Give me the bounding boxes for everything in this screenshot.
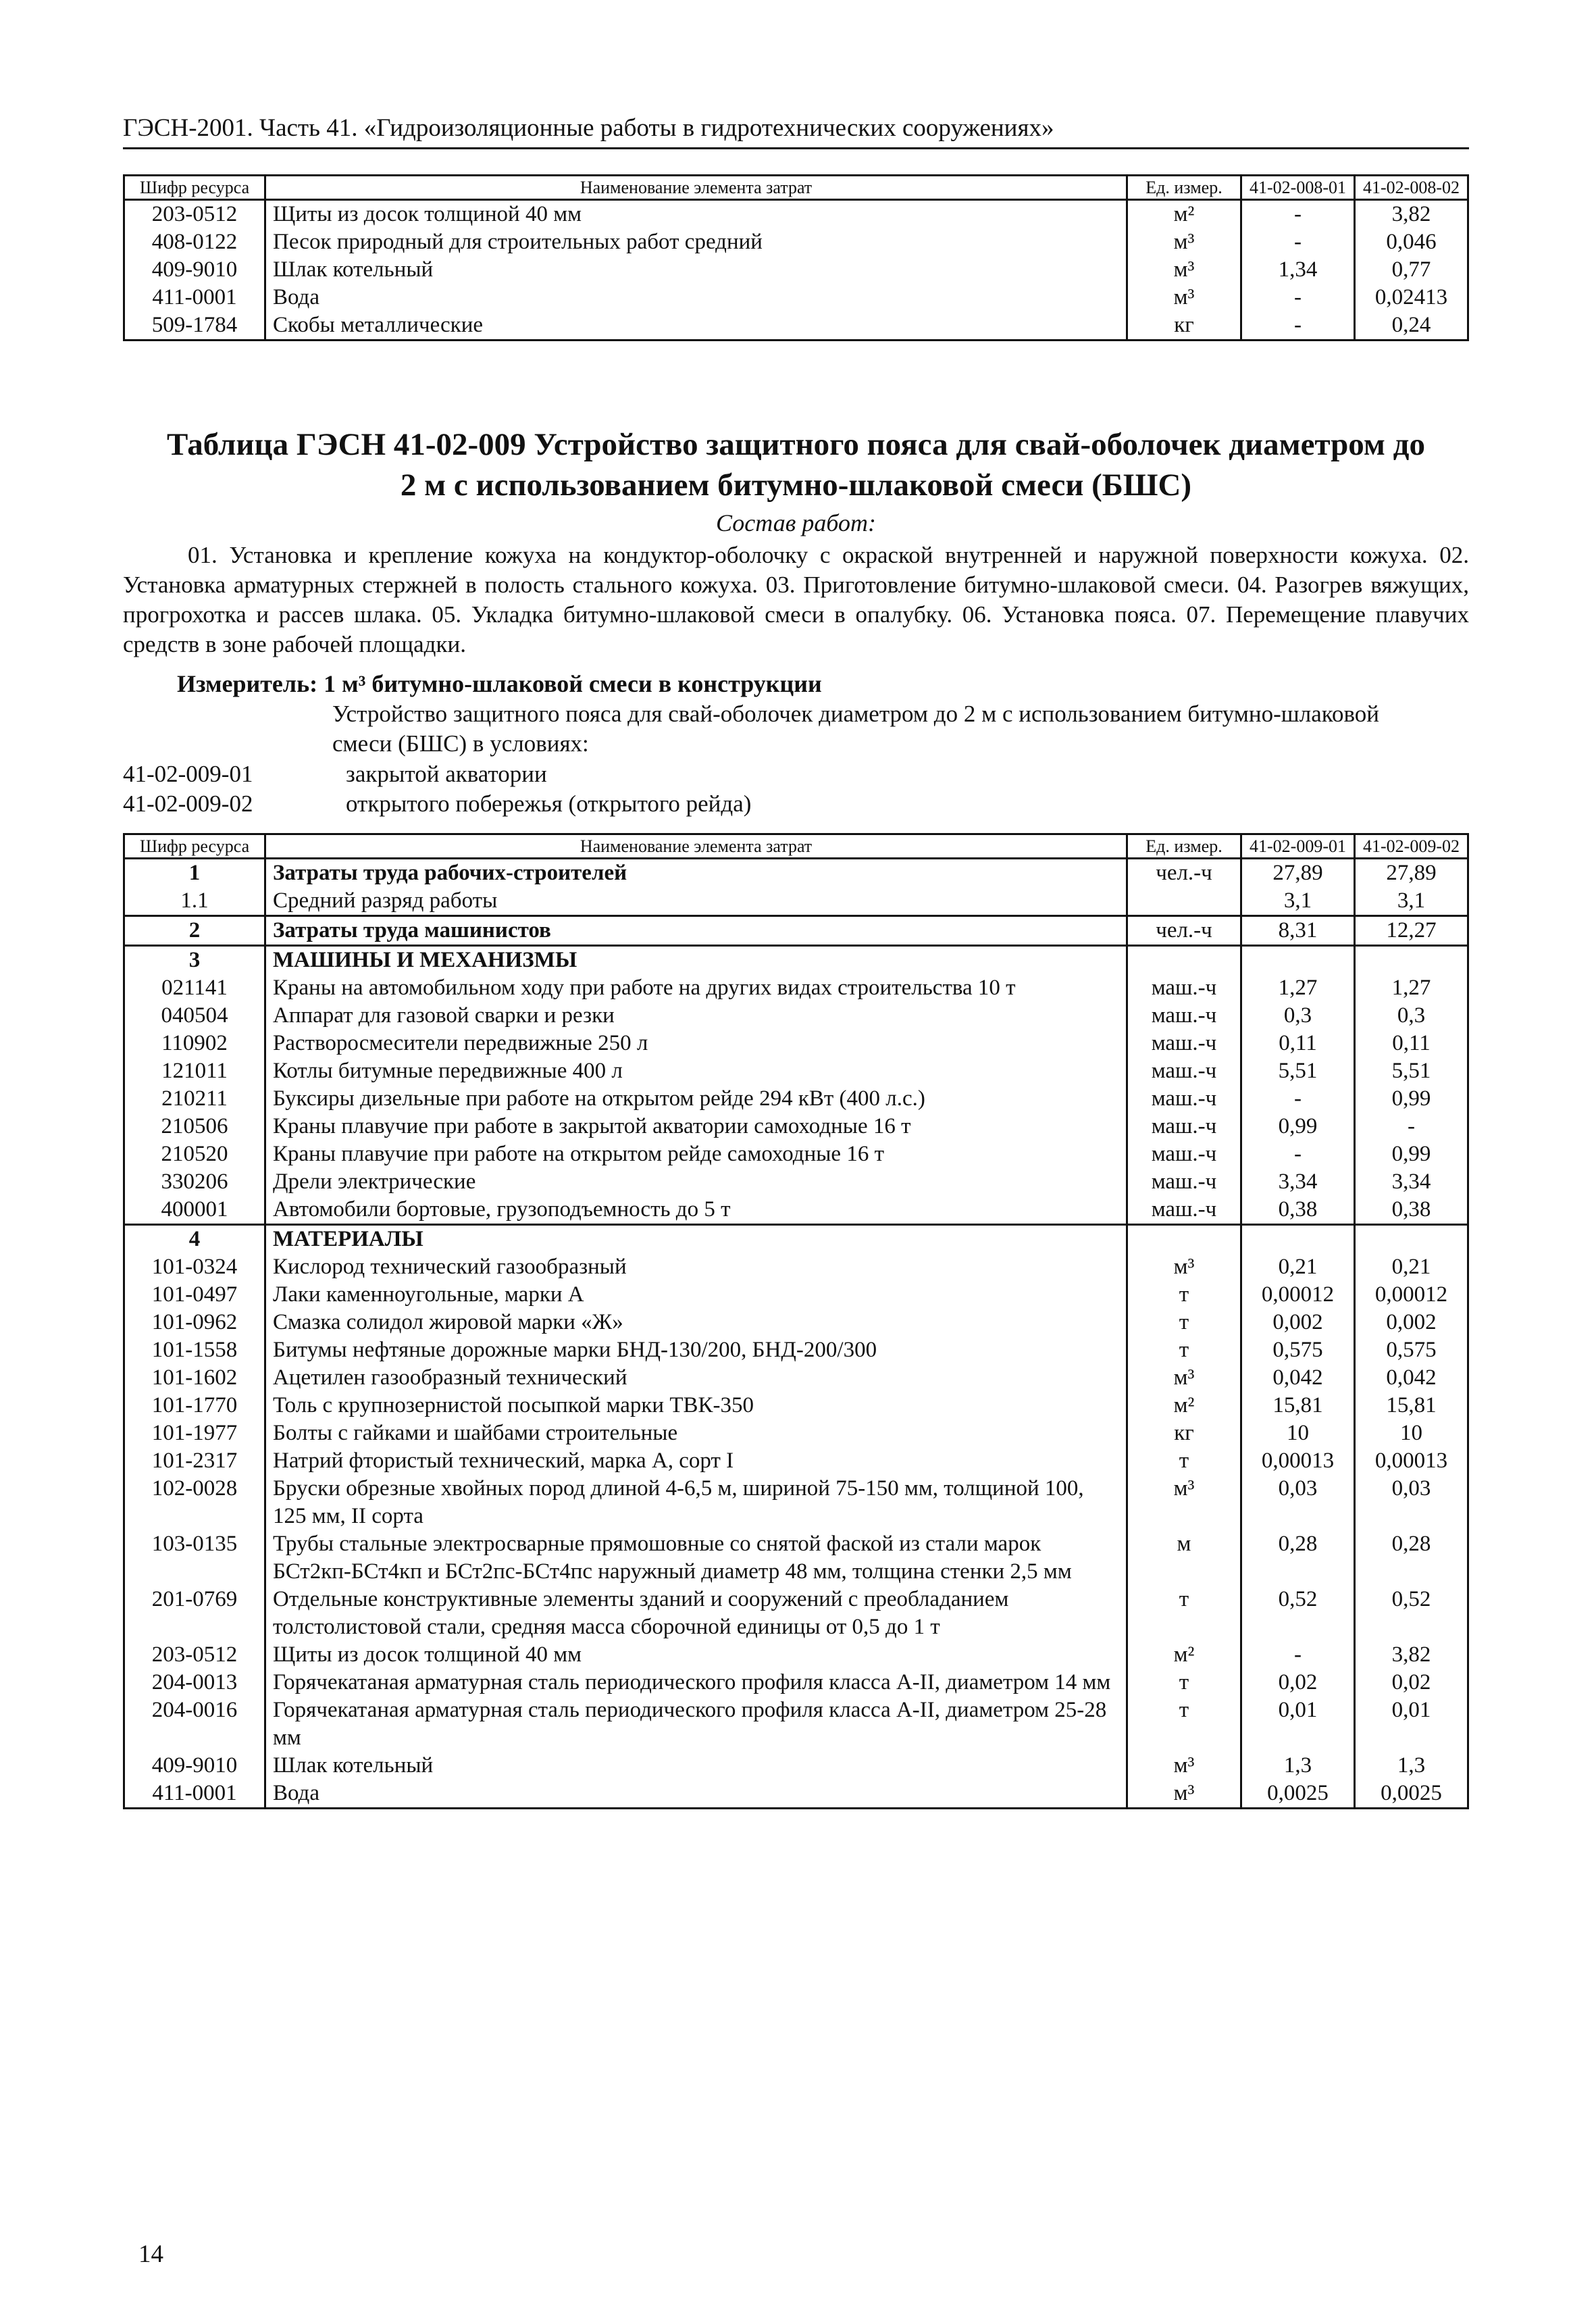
cell-unit: маш.-ч [1127,1113,1241,1140]
cell-unit: маш.-ч [1127,1057,1241,1085]
cell-name: Затраты труда рабочих-строителей [265,859,1127,888]
cell-unit: т [1127,1669,1241,1696]
cell-value-2: 3,82 [1355,1641,1468,1669]
variant-row [123,759,547,789]
cell-name: Лаки каменноугольные, марки А [265,1281,1127,1309]
table-row [124,859,1468,888]
cell-code: 101-1602 [124,1364,265,1392]
cell-value-2: 5,51 [1355,1057,1468,1085]
cell-code: 210211 [124,1085,265,1113]
cell-unit: м³ [1127,1364,1241,1392]
variant-code: 41-02-009-02 [123,790,253,817]
cell-name: Песок природный для строительных работ средний [265,228,1127,256]
cell-code: 101-1558 [124,1336,265,1364]
table-row [124,1281,1468,1309]
cell-name: Бруски обрезные хвойных пород длиной 4-6,5 м, шириной 75-150 мм, толщиной 100, 125 мм, II сорта [265,1475,1127,1530]
table-title-line2: 2 м с использованием битумно-шлаковой смеси (БШС) [400,468,1192,503]
cell-name: Щиты из досок толщиной 40 мм [265,200,1127,229]
cell-value-1: 0,11 [1241,1030,1355,1057]
cell-value-1: 0,52 [1241,1586,1355,1641]
meter-line: Измеритель: 1 м³ битумно-шлаковой смеси в конструкции [177,670,822,697]
cell-name: Битумы нефтяные дорожные марки БНД-130/200, БНД-200/300 [265,1336,1127,1364]
cell-value-1: 15,81 [1241,1392,1355,1419]
table-row [124,284,1468,311]
variant-row [123,789,751,819]
cell-value-1: 0,575 [1241,1336,1355,1364]
cell-code: 4 [124,1225,265,1254]
cell-unit: м³ [1127,1780,1241,1809]
cell-value-1: 1,34 [1241,256,1355,284]
variant-text: закрытой акватории [346,761,547,787]
cell-code: 203-0512 [124,1641,265,1669]
table-row [124,1641,1468,1669]
cell-unit: м³ [1127,1253,1241,1281]
table-row [124,974,1468,1002]
cell-value-1: 0,002 [1241,1309,1355,1336]
cell-value-2 [1355,1225,1468,1254]
table-row [124,1364,1468,1392]
cell-unit [1127,946,1241,975]
cell-value-1: 0,02 [1241,1669,1355,1696]
cell-name: МАШИНЫ И МЕХАНИЗМЫ [265,946,1127,975]
table-row [124,1140,1468,1168]
cell-name: МАТЕРИАЛЫ [265,1225,1127,1254]
cell-value-1 [1241,946,1355,975]
cell-unit: м² [1127,1641,1241,1669]
table-row [124,1196,1468,1225]
cell-value-1: 0,99 [1241,1113,1355,1140]
cell-value-1: 0,38 [1241,1196,1355,1225]
cell-value-2: 0,38 [1355,1196,1468,1225]
cell-code: 021141 [124,974,265,1002]
cell-value-1: 0,21 [1241,1253,1355,1281]
cell-code: 103-0135 [124,1530,265,1586]
cell-value-1: 5,51 [1241,1057,1355,1085]
cell-code: 101-1977 [124,1419,265,1447]
cell-code: 509-1784 [124,311,265,341]
cell-name: Отдельные конструктивные элементы зданий и сооружений с преобладанием толстолистовой стали, средняя масса сборочной единицы от 0,5 до 1 т [265,1586,1127,1641]
cell-value-2: 0,00012 [1355,1281,1468,1309]
cell-unit: маш.-ч [1127,1085,1241,1113]
table-row [124,200,1468,229]
table-row [124,1475,1468,1530]
cell-value-1: 0,28 [1241,1530,1355,1586]
cell-unit: кг [1127,311,1241,341]
col-header-name: Наименование элемента затрат [265,834,1127,859]
cell-code: 110902 [124,1030,265,1057]
page-number: 14 [138,2240,163,2268]
page-header: ГЭСН-2001. Часть 41. «Гидроизоляционные работы в гидротехнических сооружениях» [123,114,1469,149]
table-row [124,1586,1468,1641]
cell-unit: м² [1127,1392,1241,1419]
cell-value-2: 1,3 [1355,1752,1468,1780]
cell-code: 121011 [124,1057,265,1085]
cell-value-1: - [1241,228,1355,256]
table-row [124,946,1468,975]
cell-name: Болты с гайками и шайбами строительные [265,1419,1127,1447]
cell-unit: м³ [1127,256,1241,284]
table-row [124,1002,1468,1030]
col-header-v2: 41-02-008-02 [1355,176,1468,200]
cell-code: 040504 [124,1002,265,1030]
cell-name: Буксиры дизельные при работе на открытом рейде 294 кВт (400 л.с.) [265,1085,1127,1113]
cell-value-2: 0,02 [1355,1669,1468,1696]
cell-value-2: 0,99 [1355,1140,1468,1168]
col-header-code: Шифр ресурса [124,176,265,200]
table-row [124,1085,1468,1113]
cell-value-2: 3,82 [1355,200,1468,229]
cell-code: 204-0013 [124,1669,265,1696]
cell-unit: м³ [1127,1752,1241,1780]
cell-unit: т [1127,1447,1241,1475]
cell-value-1: 0,01 [1241,1696,1355,1752]
table-row [124,1030,1468,1057]
cell-code: 1 [124,859,265,888]
cell-code: 411-0001 [124,284,265,311]
cell-value-1: 0,00013 [1241,1447,1355,1475]
variant-code: 41-02-009-01 [123,761,253,787]
cell-value-2: 0,28 [1355,1530,1468,1586]
cell-name: Краны плавучие при работе в закрытой акватории самоходные 16 т [265,1113,1127,1140]
cell-value-1: 1,3 [1241,1752,1355,1780]
table-row [124,1419,1468,1447]
cell-unit: т [1127,1309,1241,1336]
cell-name: Смазка солидол жировой марки «Ж» [265,1309,1127,1336]
cell-unit: м³ [1127,1475,1241,1530]
cell-name: Скобы металлические [265,311,1127,341]
cell-code: 203-0512 [124,200,265,229]
cell-name: Вода [265,284,1127,311]
cell-unit: маш.-ч [1127,1002,1241,1030]
cell-value-2: - [1355,1113,1468,1140]
cell-value-2 [1355,946,1468,975]
cell-value-1 [1241,1225,1355,1254]
cell-name: Затраты труда машинистов [265,916,1127,946]
table-row [124,1336,1468,1364]
cell-name: Шлак котельный [265,256,1127,284]
cell-unit: т [1127,1281,1241,1309]
cell-value-2: 0,11 [1355,1030,1468,1057]
cell-value-1: 8,31 [1241,916,1355,946]
cell-value-1: - [1241,311,1355,341]
table-row [124,1309,1468,1336]
table-row [124,1669,1468,1696]
cell-value-2: 12,27 [1355,916,1468,946]
cell-value-1: - [1241,1641,1355,1669]
cell-name: Трубы стальные электросварные прямошовные со снятой фаской из стали марок БСт2кп-БСт4кп и БСт2пс-БСт4пс наружный диаметр 48 мм, толщина стенки 2,5 мм [265,1530,1127,1586]
cell-unit: маш.-ч [1127,1140,1241,1168]
cell-value-1: - [1241,1085,1355,1113]
cell-value-2: 27,89 [1355,859,1468,888]
cell-code: 2 [124,916,265,946]
cell-name: Растворосмесители передвижные 250 л [265,1030,1127,1057]
cell-code: 204-0016 [124,1696,265,1752]
table-title-line1: Таблица ГЭСН 41-02-009 Устройство защитного пояса для свай-оболочек диаметром до [167,427,1425,462]
cell-value-1: - [1241,1140,1355,1168]
table-row [124,311,1468,341]
cell-value-1: 10 [1241,1419,1355,1447]
cell-unit: т [1127,1336,1241,1364]
cell-name: Щиты из досок толщиной 40 мм [265,1641,1127,1669]
cell-name: Средний разряд работы [265,887,1127,916]
cell-name: Дрели электрические [265,1168,1127,1196]
cell-value-2: 0,52 [1355,1586,1468,1641]
cell-code: 101-1770 [124,1392,265,1419]
cell-value-2: 0,002 [1355,1309,1468,1336]
cell-value-2: 0,0025 [1355,1780,1468,1809]
cell-value-1: 0,03 [1241,1475,1355,1530]
cell-value-2: 3,1 [1355,887,1468,916]
table-row [124,887,1468,916]
cell-unit: м [1127,1530,1241,1586]
conditions-intro: Устройство защитного пояса для свай-оболочек диаметром до 2 м с использованием битумно-шлаковой смеси (БШС) в условиях: [332,701,1379,757]
cell-code: 101-2317 [124,1447,265,1475]
cell-value-2: 15,81 [1355,1392,1468,1419]
cell-unit: маш.-ч [1127,974,1241,1002]
cell-code: 101-0324 [124,1253,265,1281]
cell-name: Аппарат для газовой сварки и резки [265,1002,1127,1030]
cell-value-1: 0,00012 [1241,1281,1355,1309]
cell-unit: м³ [1127,228,1241,256]
table-row [124,228,1468,256]
table-row [124,1530,1468,1586]
cell-name: Горячекатаная арматурная сталь периодического профиля класса А-II, диаметром 25-28 мм [265,1696,1127,1752]
composition-text: 01. Установка и крепление кожуха на кондуктор-оболочку с окраской внутренней и наружной поверхности кожуха. 02. Установка арматурных стержней в полость стального кожуха. 03. Приготовление битумно-шлаковой смеси. 04. Разогрев вяжущих, прогрохотка и рассев шлака. 05. Укладка битумно-шлаковой смеси в опалубку. 06. Установка пояса. 07. Перемещение плавучих средств в зоне рабочей площадки. [123,542,1469,657]
col-header-unit: Ед. измер. [1127,176,1241,200]
col-header-v1: 41-02-009-01 [1241,834,1355,859]
cell-unit: маш.-ч [1127,1196,1241,1225]
variant-text: открытого побережья (открытого рейда) [346,790,752,817]
table-row [124,1696,1468,1752]
col-header-v1: 41-02-008-01 [1241,176,1355,200]
cell-code: 101-0497 [124,1281,265,1309]
cell-value-1: - [1241,284,1355,311]
table-row [124,1780,1468,1809]
cell-name: Котлы битумные передвижные 400 л [265,1057,1127,1085]
cell-code: 400001 [124,1196,265,1225]
cell-name: Кислород технический газообразный [265,1253,1127,1281]
cell-unit [1127,1225,1241,1254]
cell-code: 102-0028 [124,1475,265,1530]
cell-name: Ацетилен газообразный технический [265,1364,1127,1392]
cell-value-2: 0,03 [1355,1475,1468,1530]
cell-name: Горячекатаная арматурная сталь периодического профиля класса А-II, диаметром 14 мм [265,1669,1127,1696]
cell-code: 201-0769 [124,1586,265,1641]
cell-value-2: 0,02413 [1355,284,1468,311]
cell-unit: м³ [1127,284,1241,311]
table-row [124,1225,1468,1254]
cell-value-1: 0,042 [1241,1364,1355,1392]
cell-value-2: 0,046 [1355,228,1468,256]
cell-name: Краны плавучие при работе на открытом рейде самоходные 16 т [265,1140,1127,1168]
cell-unit: м² [1127,200,1241,229]
cell-unit [1127,887,1241,916]
table-row [124,916,1468,946]
col-header-unit: Ед. измер. [1127,834,1241,859]
cell-code: 210506 [124,1113,265,1140]
cell-unit: чел.-ч [1127,859,1241,888]
cell-value-1: 0,3 [1241,1002,1355,1030]
cell-value-1: 3,34 [1241,1168,1355,1196]
col-header-name: Наименование элемента затрат [265,176,1127,200]
cell-value-1: 27,89 [1241,859,1355,888]
table-row [124,1392,1468,1419]
composition-label: Состав работ: [716,509,876,536]
cell-code: 3 [124,946,265,975]
cell-value-2: 10 [1355,1419,1468,1447]
cell-value-2: 0,24 [1355,311,1468,341]
table-row [124,1447,1468,1475]
col-header-v2: 41-02-009-02 [1355,834,1468,859]
resource-table-main [123,833,1469,1809]
cell-unit: т [1127,1586,1241,1641]
table-row [124,1113,1468,1140]
cell-value-1: - [1241,200,1355,229]
cell-value-2: 0,042 [1355,1364,1468,1392]
cell-value-2: 0,575 [1355,1336,1468,1364]
cell-code: 101-0962 [124,1309,265,1336]
table-title [123,424,1469,505]
cell-unit: т [1127,1696,1241,1752]
cell-unit: маш.-ч [1127,1168,1241,1196]
cell-value-2: 0,01 [1355,1696,1468,1752]
cell-name: Натрий фтористый технический, марка А, сорт I [265,1447,1127,1475]
cell-value-2: 0,99 [1355,1085,1468,1113]
cell-code: 409-9010 [124,256,265,284]
table-row [124,256,1468,284]
cell-code: 210520 [124,1140,265,1168]
cell-value-2: 0,00013 [1355,1447,1468,1475]
cell-code: 330206 [124,1168,265,1196]
table-row [124,1253,1468,1281]
cell-unit: чел.-ч [1127,916,1241,946]
cell-value-2: 1,27 [1355,974,1468,1002]
cell-code: 408-0122 [124,228,265,256]
cell-name: Шлак котельный [265,1752,1127,1780]
cell-name: Толь с крупнозернистой посыпкой марки ТВК-350 [265,1392,1127,1419]
col-header-code: Шифр ресурса [124,834,265,859]
cell-value-1: 3,1 [1241,887,1355,916]
cell-value-2: 0,3 [1355,1002,1468,1030]
cell-unit: маш.-ч [1127,1030,1241,1057]
cell-value-1: 0,0025 [1241,1780,1355,1809]
table-row [124,1168,1468,1196]
resource-table-top [123,174,1469,341]
cell-value-2: 3,34 [1355,1168,1468,1196]
cell-name: Краны на автомобильном ходу при работе на других видах строительства 10 т [265,974,1127,1002]
cell-code: 1.1 [124,887,265,916]
cell-code: 411-0001 [124,1780,265,1809]
table-row [124,1752,1468,1780]
cell-value-1: 1,27 [1241,974,1355,1002]
table-row [124,1057,1468,1085]
cell-value-2: 0,77 [1355,256,1468,284]
cell-code: 409-9010 [124,1752,265,1780]
cell-name: Автомобили бортовые, грузоподъемность до 5 т [265,1196,1127,1225]
cell-unit: кг [1127,1419,1241,1447]
cell-value-2: 0,21 [1355,1253,1468,1281]
cell-name: Вода [265,1780,1127,1809]
